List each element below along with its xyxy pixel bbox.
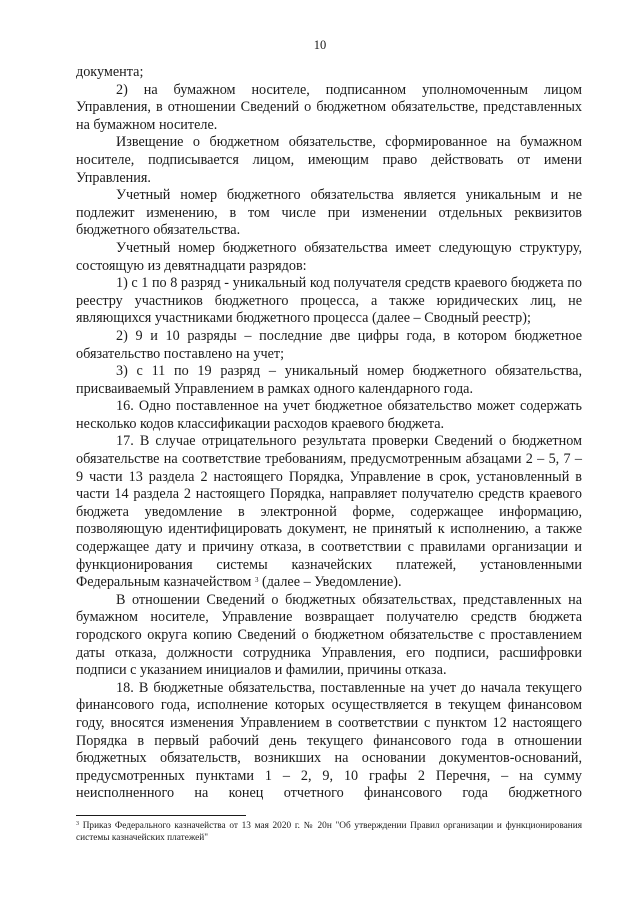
clause-17-tail: (далее – Уведомление). [261, 574, 402, 591]
footnote-divider [76, 815, 246, 816]
paragraph-paper-refusal: В отношении Сведений о бюджетных обязательствах, представленных на бумажном носителе, Управление возвращает получателю средств бюджета городского округа копию Сведений о бюджетном обязательстве с проставлением даты отказа, должности сотрудника Управления, его подписи, расшифровки подписи с указанием инициалов и фамилии, причины отказа. [76, 591, 582, 679]
paragraph-clause-16: 16. Одно поставленное на учет бюджетное обязательство может содержать несколько кодов классификации расходов краевого бюджета. [76, 398, 582, 432]
paragraph-continuation: документа; [76, 64, 144, 80]
paragraph-clause-17 [76, 433, 582, 591]
paragraph-item-2-paper: 2) на бумажном носителе, подписанном уполномоченным лицом Управления, в отношении Сведений о бюджетном обязательстве, представленных на бумажном носителе. [76, 81, 582, 133]
page-number: 10 [313, 38, 327, 52]
footnote-reference[interactable]: 3 [254, 576, 259, 585]
footnote [76, 821, 582, 844]
paragraph-unique-number: Учетный номер бюджетного обязательства является уникальным и не подлежит изменению, в том числе при изменении отдельных реквизитов бюджетного обязательства. [76, 187, 582, 239]
paragraph-digits-11-19: 3) с 11 по 19 разряд – уникальный номер бюджетного обязательства, присваиваемый Управлением в рамках одного календарного года. [76, 363, 582, 397]
paragraph-digits-1-8: 1) с 1 по 8 разряд - уникальный код получателя средств краевого бюджета по реестру участников бюджетного процесса, а также юридических лиц, не являющихся участниками бюджетного процесса (далее – Сводный реестр); [76, 275, 582, 327]
footnote-text: Приказ Федерального казначейства от 13 мая 2020 г. № 20н "Об утверждении Правил организации и функционирования системы казначейских платежей" [76, 821, 582, 843]
paragraph-number-structure: Учетный номер бюджетного обязательства имеет следующую структуру, состоящую из девятнадцати разрядов: [76, 239, 582, 274]
paragraph-notice-signature: Извещение о бюджетном обязательстве, сформированное на бумажном носителе, подписывается лицом, имеющим право действовать от имени Управления. [76, 134, 582, 186]
paragraph-clause-18: 18. В бюджетные обязательства, поставленные на учет до начала текущего финансового года, исполнение которых осуществляется в текущем финансовом году, вносятся изменения Управлением в соответствии с пунктом 12 настоящего Порядка в первый рабочий день текущего финансового года в отношении бюджетных обязательств, возникших на основании документов-оснований, предусмотренных пунктами 1 – 2, 9, 10 графы 2 Перечня, – на сумму неисполненного на конец отчетного финансового года бюджетного [76, 679, 582, 802]
document-body [76, 64, 582, 803]
paragraph-digits-9-10: 2) 9 и 10 разряды – последние две цифры года, в котором бюджетное обязательство поставлено на учет; [76, 327, 582, 362]
footnote-mark: 3 [76, 821, 79, 827]
clause-17-text: 17. В случае отрицательного результата проверки Сведений о бюджетном обязательстве на соответствие требованиям, предусмотренным абзацами 2 – 5, 7 – 9 части 13 раздела 2 настоящего Порядка, Управление в срок, установленный в части 14 раздела 2 настоящего Порядка, направляет получателю средств краевого бюджета уведомление в электронной форме, содержащее информацию, позволяющую идентифицировать документ, не принятый к исполнению, а также содержащее дату и причину отказа, в соответствии с правилами организации и функционирования системы казначейских платежей, установленными Федеральным казначейством [76, 433, 582, 591]
